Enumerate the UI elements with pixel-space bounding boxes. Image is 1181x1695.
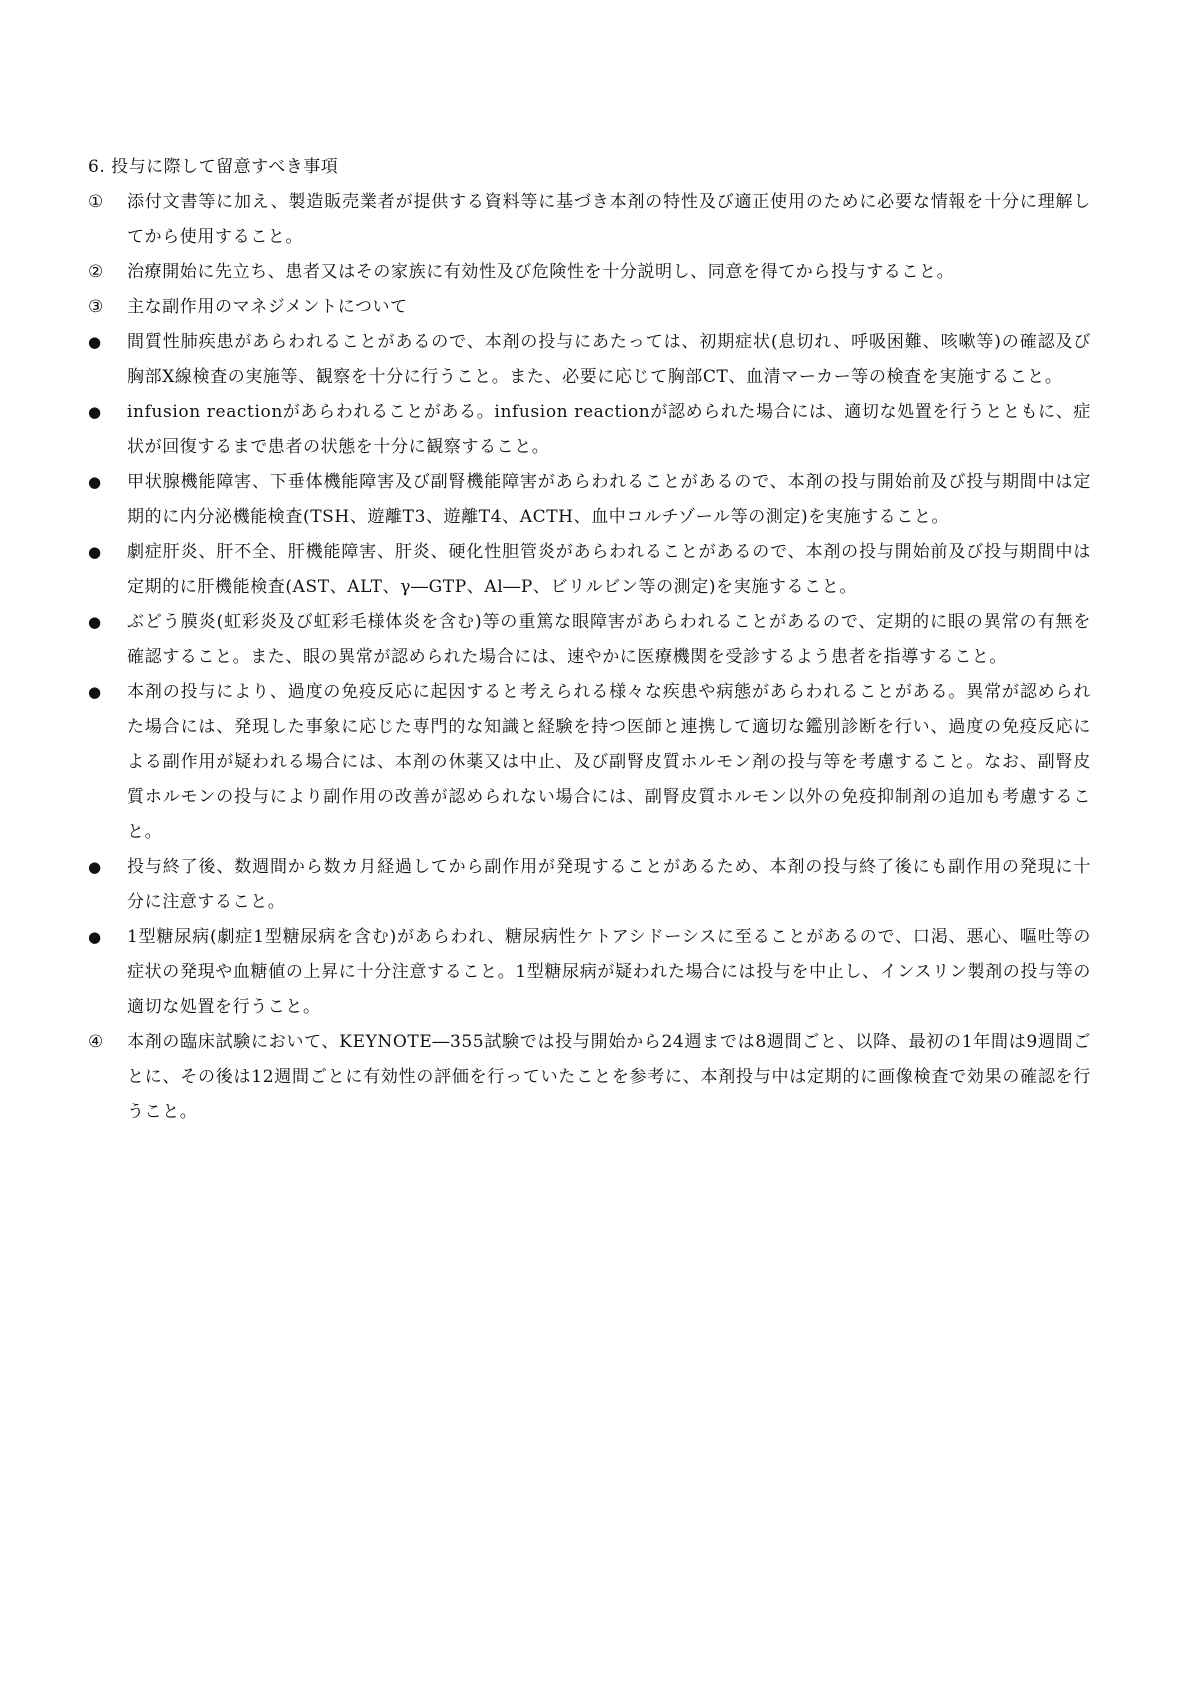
bullet-item bbox=[88, 920, 1091, 1025]
list-item bbox=[88, 290, 1091, 325]
bullet-icon: ● bbox=[88, 403, 102, 421]
bullet-item bbox=[88, 325, 1091, 395]
list-item bbox=[88, 1025, 1091, 1130]
item-marker: ② bbox=[88, 262, 104, 282]
bullet-icon: ● bbox=[88, 683, 102, 701]
item-text: 治療開始に先立ち、患者又はその家族に有効性及び危険性を十分説明し、同意を得てから投与すること。 bbox=[127, 262, 955, 282]
item-text: ぶどう膜炎(虹彩炎及び虹彩毛様体炎を含む)等の重篤な眼障害があらわれることがあるので、定期的に眼の異常の有無を確認すること。また、眼の異常が認められた場合には、速やかに医療機関を受診するよう患者を指導すること。 bbox=[127, 612, 1091, 667]
item-text: 主な副作用のマネジメントについて bbox=[127, 297, 408, 317]
item-text: 甲状腺機能障害、下垂体機能障害及び副腎機能障害があらわれることがあるので、本剤の投与開始前及び投与期間中は定期的に内分泌機能検査(TSH、遊離T3、遊離T4、ACTH、血中コルチゾール等の測定)を実施すること。 bbox=[127, 472, 1091, 527]
item-text: 本剤の投与により、過度の免疫反応に起因すると考えられる様々な疾患や病態があらわれることがある。異常が認められた場合には、発現した事象に応じた専門的な知識と経験を持つ医師と連携して適切な鑑別診断を行い、過度の免疫反応による副作用が疑われる場合には、本剤の休薬又は中止、及び副腎皮質ホルモン剤の投与等を考慮すること。なお、副腎皮質ホルモンの投与により副作用の改善が認められない場合には、副腎皮質ホルモン以外の免疫抑制剤の追加も考慮すること。 bbox=[127, 682, 1091, 842]
bullet-icon: ● bbox=[88, 543, 102, 561]
bullet-item bbox=[88, 850, 1091, 920]
bullet-icon: ● bbox=[88, 333, 102, 351]
bullet-item bbox=[88, 395, 1091, 465]
item-text: 本剤の臨床試験において、KEYNOTE―355試験では投与開始から24週までは8週間ごと、以降、最初の1年間は9週間ごとに、その後は12週間ごとに有効性の評価を行っていたことを参考に、本剤投与中は定期的に画像検査で効果の確認を行うこと。 bbox=[127, 1032, 1091, 1122]
bullet-icon: ● bbox=[88, 858, 102, 876]
bullet-icon: ● bbox=[88, 613, 102, 631]
item-text: 投与終了後、数週間から数カ月経過してから副作用が発現することがあるため、本剤の投与終了後にも副作用の発現に十分に注意すること。 bbox=[127, 857, 1091, 912]
item-marker: ④ bbox=[88, 1032, 104, 1052]
list-item bbox=[88, 185, 1091, 255]
bullet-item bbox=[88, 605, 1091, 675]
bullet-item bbox=[88, 535, 1091, 605]
list-item bbox=[88, 255, 1091, 290]
bullet-item bbox=[88, 675, 1091, 850]
item-marker: ① bbox=[88, 192, 104, 212]
item-text: 劇症肝炎、肝不全、肝機能障害、肝炎、硬化性胆管炎があらわれることがあるので、本剤の投与開始前及び投与期間中は定期的に肝機能検査(AST、ALT、γ―GTP、Al―P、ビリルビン等の測定)を実施すること。 bbox=[127, 542, 1091, 597]
item-text: 1型糖尿病(劇症1型糖尿病を含む)があらわれ、糖尿病性ケトアシドーシスに至ることがあるので、口渇、悪心、嘔吐等の症状の発現や血糖値の上昇に十分注意すること。1型糖尿病が疑われた場合には投与を中止し、インスリン製剤の投与等の適切な処置を行うこと。 bbox=[127, 927, 1091, 1017]
document-body bbox=[88, 150, 1091, 1130]
bullet-icon: ● bbox=[88, 473, 102, 491]
item-marker: ③ bbox=[88, 297, 104, 317]
item-text: 間質性肺疾患があらわれることがあるので、本剤の投与にあたっては、初期症状(息切れ、呼吸困難、咳嗽等)の確認及び胸部X線検査の実施等、観察を十分に行うこと。また、必要に応じて胸部CT、血清マーカー等の検査を実施すること。 bbox=[127, 332, 1091, 387]
item-text: infusion reactionがあらわれることがある。infusion reactionが認められた場合には、適切な処置を行うとともに、症状が回復するまで患者の状態を十分に観察すること。 bbox=[127, 402, 1091, 457]
section-heading: 6. 投与に際して留意すべき事項 bbox=[88, 157, 339, 177]
bullet-icon: ● bbox=[88, 928, 102, 946]
item-text: 添付文書等に加え、製造販売業者が提供する資料等に基づき本剤の特性及び適正使用のために必要な情報を十分に理解してから使用すること。 bbox=[127, 192, 1091, 247]
bullet-item bbox=[88, 465, 1091, 535]
